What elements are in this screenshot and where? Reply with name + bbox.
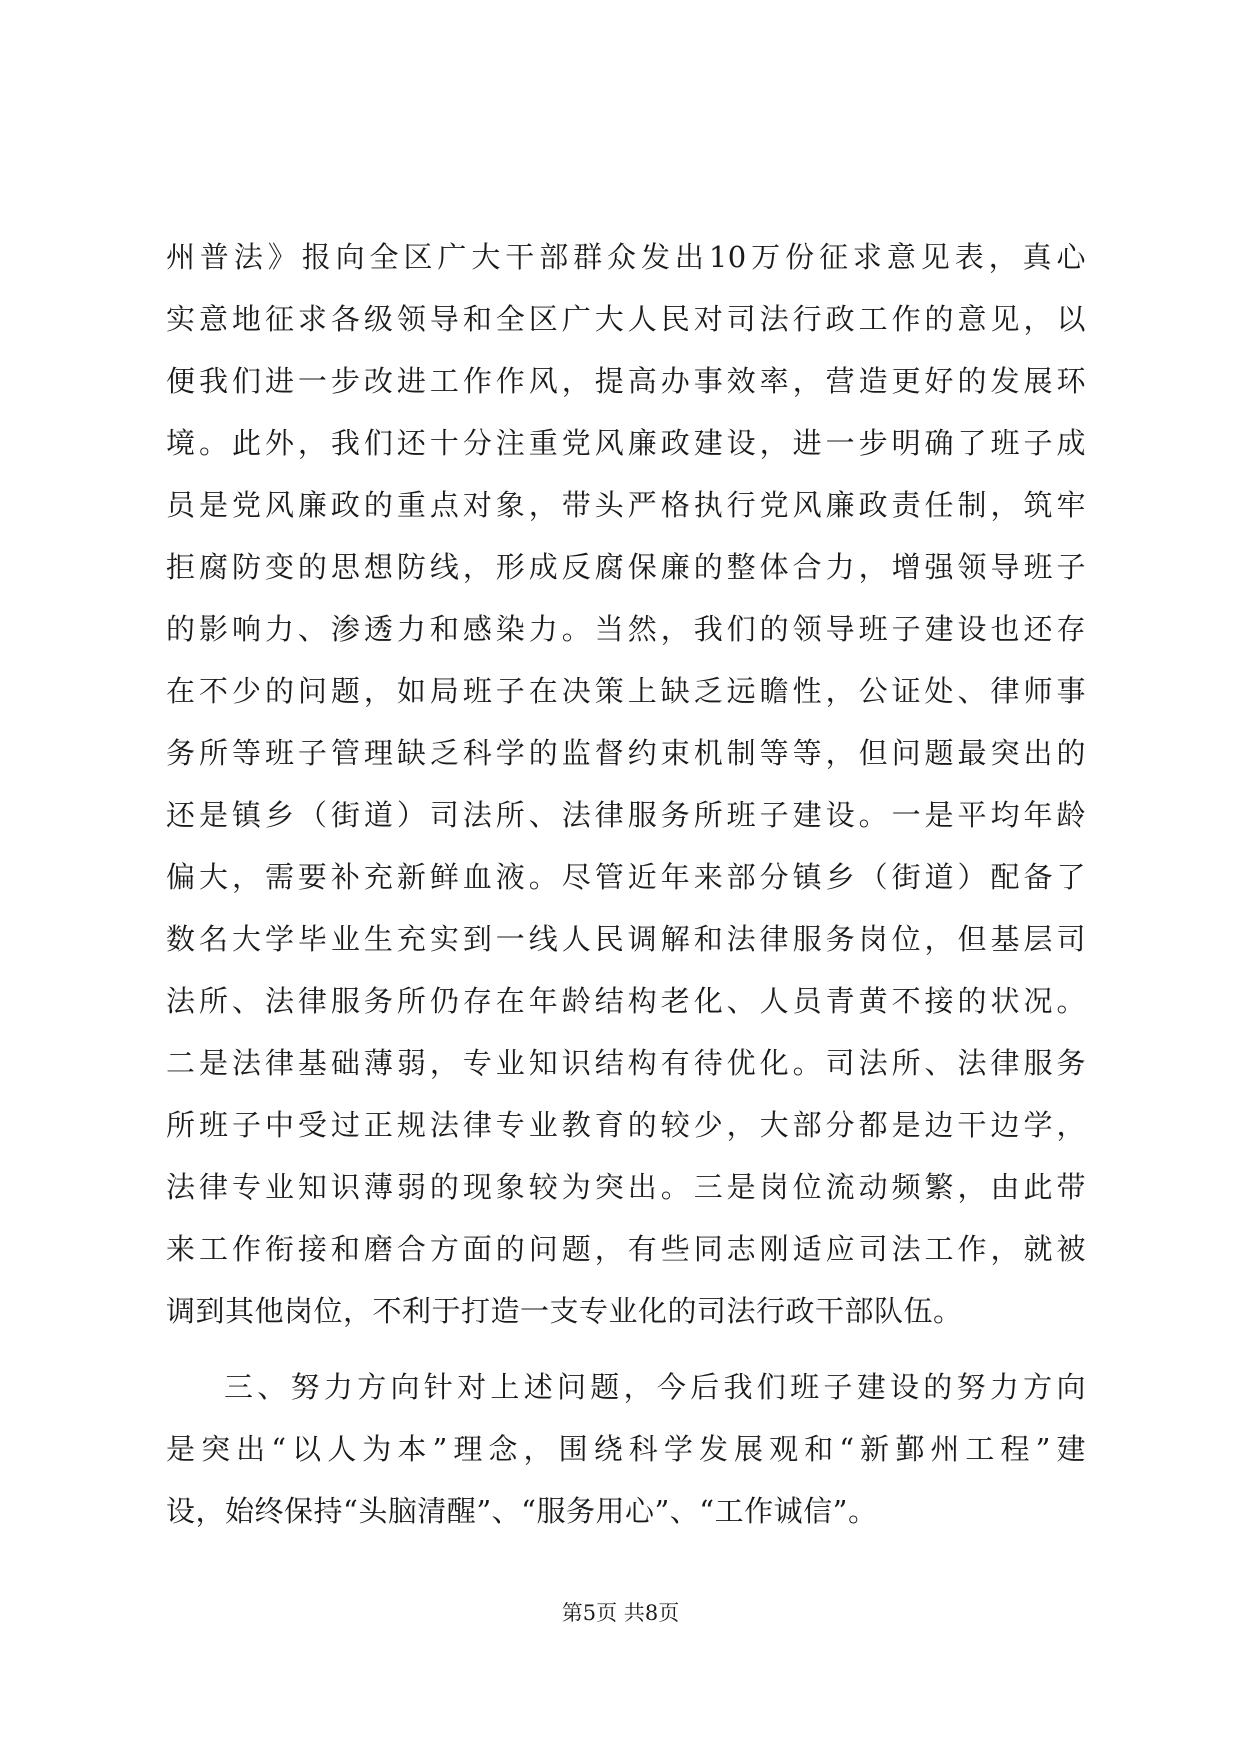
text-line: 拒腐防变的思想防线，形成反腐保廉的整体合力，增强领导班子 (166, 550, 1086, 584)
text-line: 设，始终保持“头脑清醒”、“服务用心”、“工作诚信”。 (166, 1494, 878, 1528)
text-line: 数名大学毕业生充实到一线人民调解和法律服务岗位，但基层司 (166, 922, 1086, 956)
text-line: 法律专业知识薄弱的现象较为突出。三是岗位流动频繁，由此带 (166, 1170, 1086, 1204)
text-line: 来工作衔接和磨合方面的问题，有些同志刚适应司法工作，就被 (166, 1232, 1086, 1266)
paragraph-2 (166, 1356, 1086, 1542)
text-line: 实意地征求各级领导和全区广大人民对司法行政工作的意见，以 (166, 302, 1086, 336)
text-line: 境。此外，我们还十分注重党风廉政建设，进一步明确了班子成 (166, 426, 1086, 460)
text-line: 员是党风廉政的重点对象，带头严格执行党风廉政责任制，筑牢 (166, 488, 1086, 522)
text-line: 务所等班子管理缺乏科学的监督约束机制等等，但问题最突出的 (166, 736, 1086, 770)
text-line: 法所、法律服务所仍存在年龄结构老化、人员青黄不接的状况。 (166, 984, 1086, 1018)
text-line: 所班子中受过正规法律专业教育的较少，大部分都是边干边学， (166, 1108, 1086, 1142)
text-line: 二是法律基础薄弱，专业知识结构有待优化。司法所、法律服务 (166, 1046, 1086, 1080)
body-text (166, 226, 1086, 1542)
page-footer (0, 1598, 1241, 1628)
text-line: 的影响力、渗透力和感染力。当然，我们的领导班子建设也还存 (166, 612, 1086, 646)
text-line: 调到其他岗位，不利于打造一支专业化的司法行政干部队伍。 (166, 1294, 963, 1328)
text-line: 便我们进一步改进工作作风，提高办事效率，营造更好的发展环 (166, 364, 1086, 398)
text-line: 还是镇乡（街道）司法所、法律服务所班子建设。一是平均年龄 (166, 798, 1086, 832)
text-line: 州普法》报向全区广大干部群众发出10万份征求意见表，真心 (166, 240, 1086, 274)
paragraph-gap (166, 1342, 1086, 1356)
paragraph-1 (166, 226, 1086, 1342)
text-line: 偏大，需要补充新鲜血液。尽管近年来部分镇乡（街道）配备了 (166, 860, 1086, 894)
text-line: 在不少的问题，如局班子在决策上缺乏远瞻性，公证处、律师事 (166, 674, 1086, 708)
text-line: 三、努力方向针对上述问题，今后我们班子建设的努力方向 (224, 1370, 1086, 1404)
page-number: 第5页 共8页 (561, 1601, 680, 1625)
text-line: 是突出“以人为本”理念，围绕科学发展观和“新鄞州工程”建 (166, 1432, 1086, 1466)
